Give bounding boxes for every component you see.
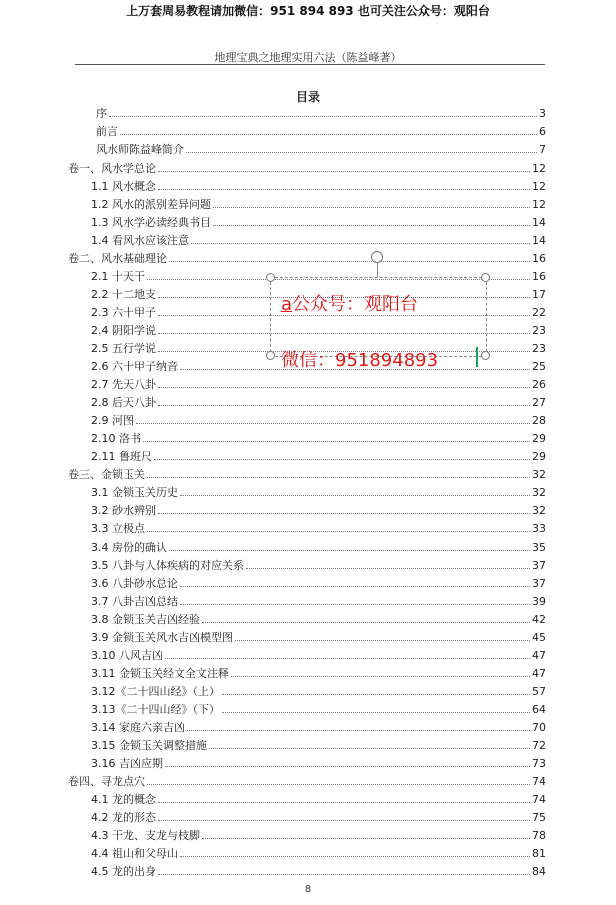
toc-label: 4.1 龙的概念 bbox=[91, 793, 156, 806]
toc-page: 35 bbox=[532, 541, 546, 554]
toc-label: 3.5 八卦与人体疾病的对应关系 bbox=[91, 559, 244, 572]
toc-label: 3.16 吉凶应期 bbox=[91, 757, 163, 770]
toc-row[interactable] bbox=[91, 411, 546, 427]
toc-page: 16 bbox=[532, 252, 546, 265]
toc-page: 22 bbox=[532, 306, 546, 319]
overlay-account-text: 公众号：观阳台 bbox=[292, 294, 419, 315]
toc-row[interactable] bbox=[91, 538, 546, 554]
header-rule bbox=[75, 64, 545, 65]
toc-label: 4.4 祖山和父母山 bbox=[91, 847, 178, 860]
toc-label: 3.4 房份的确认 bbox=[91, 541, 167, 554]
toc-leader bbox=[158, 513, 530, 514]
toc-page: 12 bbox=[532, 198, 546, 211]
toc-page: 29 bbox=[532, 432, 546, 445]
toc-row[interactable] bbox=[91, 844, 546, 860]
toc-leader bbox=[154, 459, 530, 460]
toc-page: 12 bbox=[532, 162, 546, 175]
toc-label: 2.1 十天干 bbox=[91, 270, 145, 283]
toc-label: 3.15 金锁玉关调整措施 bbox=[91, 739, 207, 752]
toc-label: 2.5 五行学说 bbox=[91, 342, 156, 355]
toc-leader bbox=[213, 225, 530, 226]
toc-label: 1.1 风水概念 bbox=[91, 180, 156, 193]
toc-row[interactable] bbox=[91, 231, 546, 247]
toc-page: 75 bbox=[532, 811, 546, 824]
toc-label: 卷二、风水基础理论 bbox=[68, 252, 167, 265]
toc-page: 32 bbox=[532, 504, 546, 517]
resize-handle-top-right[interactable] bbox=[481, 273, 490, 282]
toc-leader bbox=[231, 676, 530, 677]
toc-label: 4.2 龙的形态 bbox=[91, 811, 156, 824]
toc-page: 16 bbox=[532, 270, 546, 283]
toc-page: 74 bbox=[532, 793, 546, 806]
toc-leader bbox=[222, 712, 530, 713]
toc-page: 28 bbox=[532, 414, 546, 427]
toc-page: 78 bbox=[532, 829, 546, 842]
toc-leader bbox=[109, 116, 537, 117]
toc-label: 3.12《二十四山经》（上） bbox=[91, 685, 220, 698]
toc-row[interactable] bbox=[91, 483, 546, 499]
toc-leader bbox=[180, 586, 530, 587]
toc-page: 12 bbox=[532, 180, 546, 193]
toc-row[interactable] bbox=[91, 375, 546, 391]
toc-page: 6 bbox=[539, 125, 546, 138]
toc-page: 45 bbox=[532, 631, 546, 644]
resize-handle-bottom-right[interactable] bbox=[481, 351, 490, 360]
toc-label: 2.9 河图 bbox=[91, 414, 134, 427]
toc-page: 33 bbox=[532, 522, 546, 535]
toc-page: 64 bbox=[532, 703, 546, 716]
promo-banner: 上万套周易教程请加微信：951 894 893 也可关注公众号：观阳台 bbox=[0, 0, 616, 22]
overlay-prefix: a bbox=[281, 294, 293, 315]
toc-row[interactable] bbox=[96, 104, 546, 120]
toc-row[interactable] bbox=[68, 159, 546, 175]
text-caret bbox=[476, 347, 478, 367]
toc-label: 1.2 风水的派别差异问题 bbox=[91, 198, 211, 211]
rotate-line bbox=[377, 262, 378, 277]
toc-leader bbox=[180, 856, 530, 857]
toc-row[interactable] bbox=[91, 177, 546, 193]
toc-label: 3.1 金锁玉关历史 bbox=[91, 486, 178, 499]
toc-leader bbox=[165, 658, 530, 659]
toc-leader bbox=[158, 387, 530, 388]
toc-page: 26 bbox=[532, 378, 546, 391]
toc-row[interactable] bbox=[91, 213, 546, 229]
toc-row[interactable] bbox=[91, 718, 546, 734]
toc-label: 序 bbox=[96, 107, 107, 120]
toc-row[interactable] bbox=[91, 790, 546, 806]
toc-row[interactable] bbox=[91, 628, 546, 644]
toc-page: 73 bbox=[532, 757, 546, 770]
toc-label: 3.8 金锁玉关吉凶经验 bbox=[91, 613, 200, 626]
toc-leader bbox=[222, 694, 530, 695]
toc-label: 2.3 六十甲子 bbox=[91, 306, 156, 319]
toc-row[interactable] bbox=[91, 646, 546, 662]
toc-label: 3.10 八风吉凶 bbox=[91, 649, 163, 662]
toc-label: 1.3 风水学必读经典书目 bbox=[91, 216, 211, 229]
toc-label: 2.10 洛书 bbox=[91, 432, 141, 445]
toc-label: 2.11 鲁班尺 bbox=[91, 450, 152, 463]
toc-leader bbox=[187, 730, 530, 731]
toc-page: 25 bbox=[532, 360, 546, 373]
toc-leader bbox=[180, 604, 530, 605]
toc-row[interactable] bbox=[91, 519, 546, 535]
toc-page: 3 bbox=[539, 107, 546, 120]
toc-page: 74 bbox=[532, 775, 546, 788]
toc-leader bbox=[165, 766, 530, 767]
toc-row[interactable] bbox=[91, 610, 546, 626]
toc-leader bbox=[158, 171, 530, 172]
toc-row[interactable] bbox=[68, 249, 546, 265]
toc-page: 29 bbox=[532, 450, 546, 463]
toc-row[interactable] bbox=[91, 447, 546, 463]
toc-label: 3.11 金锁玉关经文全文注释 bbox=[91, 667, 229, 680]
toc-page: 72 bbox=[532, 739, 546, 752]
toc-page: 39 bbox=[532, 595, 546, 608]
toc-row[interactable] bbox=[68, 465, 546, 481]
toc-row[interactable] bbox=[91, 501, 546, 517]
toc-page: 37 bbox=[532, 559, 546, 572]
toc-label: 3.2 砂水辨别 bbox=[91, 504, 156, 517]
toc-leader bbox=[246, 568, 530, 569]
toc-label: 卷三、金锁玉关 bbox=[68, 468, 145, 481]
toc-leader bbox=[136, 423, 530, 424]
toc-leader bbox=[147, 477, 530, 478]
toc-row[interactable] bbox=[96, 140, 546, 156]
toc-label: 3.9 金锁玉关风水吉凶模型图 bbox=[91, 631, 233, 644]
toc-leader bbox=[147, 531, 530, 532]
toc-leader bbox=[202, 838, 530, 839]
resize-handle-top-left[interactable] bbox=[266, 273, 275, 282]
toc-label: 3.3 立极点 bbox=[91, 522, 145, 535]
toc-label: 3.6 八卦砂水总论 bbox=[91, 577, 178, 590]
toc-row[interactable] bbox=[91, 574, 546, 590]
toc-label: 2.2 十二地支 bbox=[91, 288, 156, 301]
toc-leader bbox=[158, 405, 530, 406]
toc-page: 14 bbox=[532, 216, 546, 229]
overlay-wechat-account[interactable] bbox=[281, 290, 418, 316]
resize-handle-bottom-left[interactable] bbox=[266, 351, 275, 360]
toc-leader bbox=[180, 495, 530, 496]
page-number: 8 bbox=[304, 884, 312, 895]
toc-page: 23 bbox=[532, 324, 546, 337]
toc-leader bbox=[158, 874, 530, 875]
toc-label: 3.7 八卦吉凶总结 bbox=[91, 595, 178, 608]
toc-leader bbox=[143, 441, 530, 442]
toc-page: 47 bbox=[532, 649, 546, 662]
toc-label: 卷四、寻龙点穴 bbox=[68, 775, 145, 788]
toc-page: 47 bbox=[532, 667, 546, 680]
toc-label: 2.6 六十甲子纳音 bbox=[91, 360, 178, 373]
text-box-selection[interactable] bbox=[270, 277, 487, 357]
toc-label: 2.8 后天八卦 bbox=[91, 396, 156, 409]
toc-label: 3.14 家庭六亲吉凶 bbox=[91, 721, 185, 734]
toc-row[interactable] bbox=[91, 808, 546, 824]
toc-leader bbox=[191, 243, 530, 244]
toc-row[interactable] bbox=[91, 429, 546, 445]
toc-page: 32 bbox=[532, 486, 546, 499]
toc-row[interactable] bbox=[91, 682, 546, 698]
toc-row[interactable] bbox=[91, 862, 546, 878]
toc-leader bbox=[169, 261, 530, 262]
toc-leader bbox=[120, 134, 537, 135]
toc-leader bbox=[158, 189, 530, 190]
toc-label: 3.13《二十四山经》（下） bbox=[91, 703, 220, 716]
overlay-wechat-id[interactable]: 微信：951894893 bbox=[281, 350, 439, 371]
toc-leader bbox=[169, 550, 530, 551]
toc-page: 17 bbox=[532, 288, 546, 301]
toc-page: 27 bbox=[532, 396, 546, 409]
toc-row[interactable] bbox=[91, 592, 546, 608]
toc-leader bbox=[213, 207, 530, 208]
toc-page: 23 bbox=[532, 342, 546, 355]
toc-label: 1.4 看风水应该注意 bbox=[91, 234, 189, 247]
toc-row[interactable] bbox=[91, 754, 546, 770]
toc-leader bbox=[235, 640, 530, 641]
toc-page: 42 bbox=[532, 613, 546, 626]
running-head: 地理宝典之地理实用六法（陈益峰著） bbox=[214, 51, 402, 64]
toc-label: 2.4 阴阳学说 bbox=[91, 324, 156, 337]
toc-label: 卷一、风水学总论 bbox=[68, 162, 156, 175]
toc-page: 84 bbox=[532, 865, 546, 878]
toc-page: 57 bbox=[532, 685, 546, 698]
toc-leader bbox=[202, 622, 530, 623]
toc-leader bbox=[209, 748, 530, 749]
toc-label: 4.3 干龙、支龙与枝脚 bbox=[91, 829, 200, 842]
toc-row[interactable] bbox=[91, 826, 546, 842]
toc-row[interactable] bbox=[91, 700, 546, 716]
toc-row[interactable] bbox=[91, 195, 546, 211]
toc-leader bbox=[147, 784, 530, 785]
toc-title: 目录 bbox=[295, 90, 320, 104]
toc-page: 32 bbox=[532, 468, 546, 481]
toc-page: 70 bbox=[532, 721, 546, 734]
toc-page: 37 bbox=[532, 577, 546, 590]
toc-leader bbox=[186, 152, 537, 153]
toc-label: 4.5 龙的出身 bbox=[91, 865, 156, 878]
toc-row[interactable] bbox=[68, 772, 546, 788]
toc-page: 81 bbox=[532, 847, 546, 860]
toc-leader bbox=[158, 802, 530, 803]
toc-row[interactable] bbox=[96, 122, 546, 138]
toc-row[interactable] bbox=[91, 393, 546, 409]
toc-label: 2.7 先天八卦 bbox=[91, 378, 156, 391]
toc-leader bbox=[158, 820, 530, 821]
toc-row[interactable] bbox=[91, 736, 546, 752]
rotate-handle[interactable] bbox=[371, 251, 383, 263]
toc-row[interactable] bbox=[91, 556, 546, 572]
toc-row[interactable] bbox=[91, 664, 546, 680]
toc-label: 风水师陈益峰简介 bbox=[96, 143, 184, 156]
toc-label: 前言 bbox=[96, 125, 118, 138]
toc-page: 14 bbox=[532, 234, 546, 247]
toc-page: 7 bbox=[539, 143, 546, 156]
